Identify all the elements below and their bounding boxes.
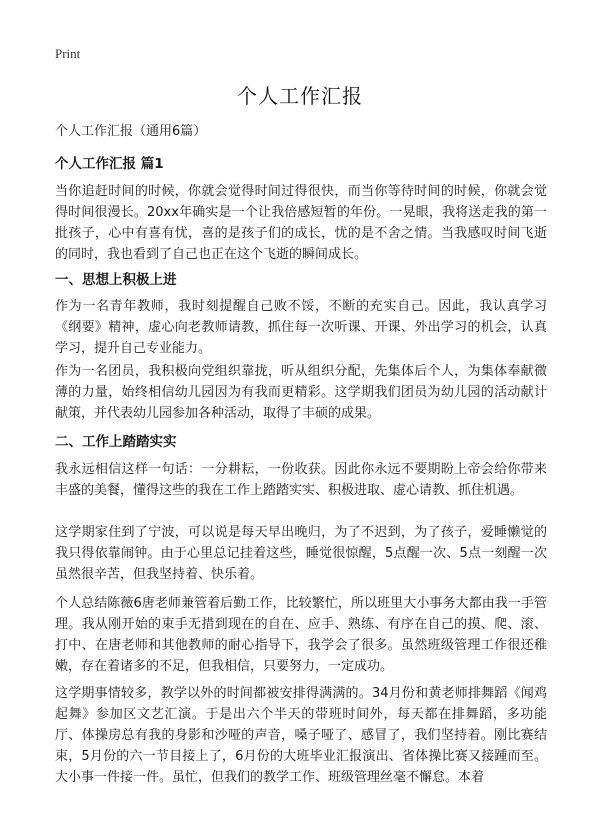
paragraph-4: 这学期家住到了宁波，可以说是每天早出晚归，为了不迟到，为了孩子，爱睡懒觉的我只得依靠闹钟。由于心里总记挂着这些，睡觉很惊醒，5点醒一次、5点一刻醒一次虽然很辛苦，但我坚持着、快乐着。 bbox=[55, 525, 547, 582]
heading-work: 二、工作上踏踏实实 bbox=[55, 434, 177, 450]
paragraph-6: 这学期事情较多，教学以外的时间都被安排得满满的。34月份和黄老师排舞蹈《闻鸡起舞》参加区文艺汇演。于是出六个半天的带班时间外，每天都在排舞蹈，多功能厅、体操房总有我的身影和沙哑的声音，嗓子哑了、感冒了，我们坚持着。刚比赛结束，5月份的六一节目接上了，6月份的大班毕业汇报演出、省体操比赛又接踵而至。大小事一件接一件。虽忙，但我们的教学工作、班级管理丝毫不懈怠。本着 bbox=[55, 686, 547, 785]
paragraph-1: 作为一名青年教师，我时刻提醒自己败不馁，不断的充实自己。因此，我认真学习《纲要》精神，虚心向老教师请教，抓住每一次听课、开课、外出学习的机会，认真学习，提升自己专业能力。 bbox=[55, 299, 547, 356]
section-title: 个人工作汇报 篇1 bbox=[55, 156, 164, 172]
document-title: 个人工作汇报 bbox=[237, 84, 363, 108]
paragraph-2: 作为一名团员，我积极向党组织靠拢，听从组织分配，先集体后个人，为集体奉献微薄的力量，始终相信幼儿园因为有我而更精彩。这学期我们团员为幼儿园的活动献计献策，并代表幼儿园参加各种活动，取得了丰硕的成果。 bbox=[55, 364, 547, 421]
intro-paragraph: 当你追赶时间的时候，你就会觉得时间过得很快，而当你等待时间的时候，你就会觉得时间很漫长。20xx年确实是一个让我倍感短暂的年份。一晃眼，我将送走我的第一批孩子，心中有喜有忧，喜的是孩子们的成长，忧的是不舍之情。当我感叹时间飞逝的同时，我也看到了自己也正在这个飞逝的瞬间成长。 bbox=[55, 184, 547, 262]
document-subtitle: 个人工作汇报（通用6篇） bbox=[55, 124, 207, 139]
paragraph-5: 个人总结陈薇6唐老师兼管着后勤工作，比较繁忙，所以班里大小事务大都由我一手管理。我从刚开始的束手无措到现在的自在、应手、熟练、有序在自己的摸、爬、滚、打中、在唐老师和其他教师的耐心指导下，我学会了很多。虽然班级管理工作很还稚嫩，存在着诸多的不足，但我相信，只要努力，一定成功。 bbox=[55, 596, 547, 674]
heading-ideology: 一、思想上积极上进 bbox=[55, 272, 177, 288]
paragraph-3: 我永远相信这样一句话：一分耕耘，一份收获。因此你永远不要期盼上帝会给你带来丰盛的美餐，懂得这些的我在工作上踏踏实实、积极进取、虚心请教、抓住机遇。 bbox=[55, 462, 547, 498]
print-label: Print bbox=[55, 46, 81, 61]
